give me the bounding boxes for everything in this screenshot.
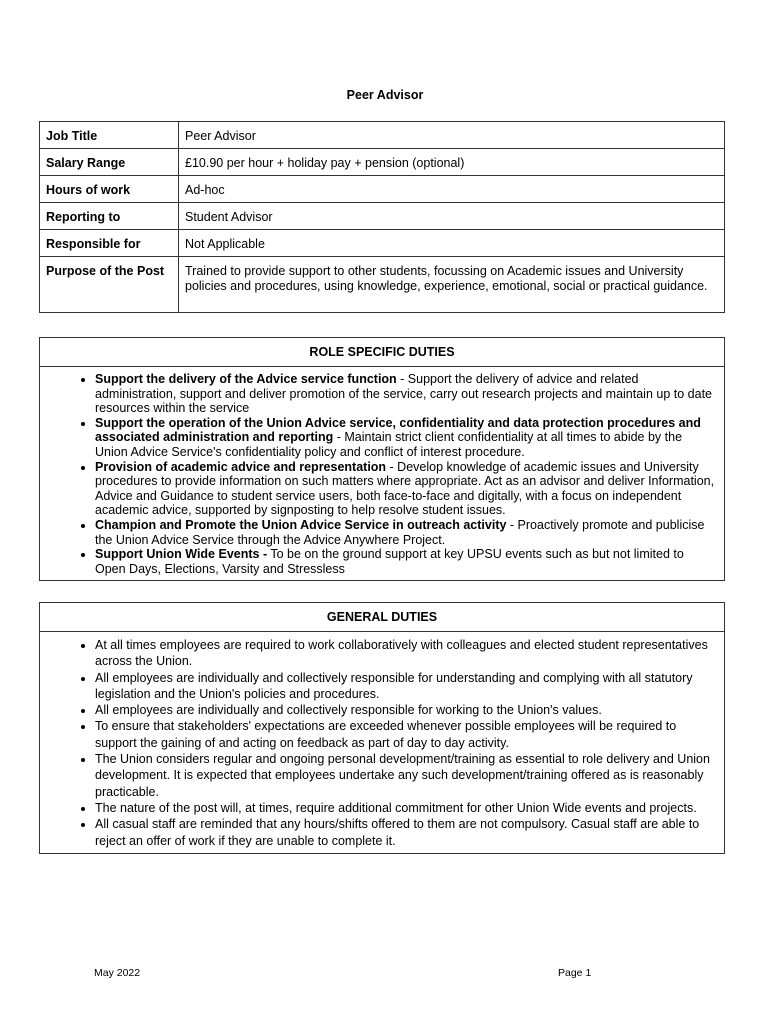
list-item: • The nature of the post will, at times, require additional commitment for other Union Wide events and projects. (95, 800, 716, 816)
duty-title: Champion and Promote the Union Advice Service in outreach activity (95, 517, 507, 532)
row-value: Ad-hoc (179, 176, 725, 203)
footer-date: May 2022 (94, 967, 141, 979)
table-row (40, 203, 725, 230)
table-row (40, 149, 725, 176)
list-item (95, 416, 716, 460)
duty-list (40, 367, 724, 580)
row-value: Not Applicable (179, 230, 725, 257)
table-row (40, 230, 725, 257)
duty-text: To be on the ground support at key UPSU events such as but not limited to Open Days, Elections, Varsity and Stressless (95, 547, 684, 576)
list-item (95, 547, 716, 576)
row-value: Student Advisor (179, 203, 725, 230)
list-item: • All employees are individually and collectively responsible for understanding and complying with all statutory legislation and the Union's policies and procedures. (95, 670, 716, 703)
footer-page-number: Page 1 (558, 967, 592, 979)
duty-title: Support the operation of the Union Advice service, confidentiality and data protection procedures and associated administration and reporting (95, 415, 701, 445)
list-item (95, 372, 716, 416)
document-title: Peer Advisor (346, 88, 424, 102)
duty-title: Provision of academic advice and representation (95, 459, 387, 474)
list-item: • The Union considers regular and ongoing personal development/training as essential to role delivery and Union development. It is expected that employees undertake any such development/training offered as is reasonably practicable. (95, 751, 716, 800)
list-item: • At all times employees are required to work collaboratively with colleagues and elected student representatives across the Union. (95, 637, 716, 670)
list-item: • All casual staff are reminded that any hours/shifts offered to them are not compulsory. Casual staff are able to reject an offer of work if they are unable to complete it. (95, 816, 716, 849)
row-label: Responsible for (40, 230, 179, 257)
row-value: £10.90 per hour + holiday pay + pension (optional) (179, 149, 725, 176)
row-label: Salary Range (40, 149, 179, 176)
table-row (40, 257, 725, 313)
row-value: Peer Advisor (179, 122, 725, 149)
role-specific-duties-box (39, 337, 725, 581)
duty-title: Support the delivery of the Advice service function (95, 372, 397, 386)
table-row (40, 176, 725, 203)
list-item (95, 460, 716, 518)
table-row (40, 122, 725, 149)
list-item: • All employees are individually and collectively responsible for working to the Union's values. (95, 702, 716, 718)
list-item: • To ensure that stakeholders' expectations are exceeded whenever possible employees will be required to support the gaining of and acting on feedback as part of day to day activity. (95, 718, 716, 751)
duty-text: - Proactively promote and publicise the Union Advice Service through the Advice Anywhere Project. (95, 517, 705, 547)
row-label: Reporting to (40, 203, 179, 230)
section-heading: ROLE SPECIFIC DUTIES (40, 338, 724, 367)
section-heading: GENERAL DUTIES (40, 603, 724, 632)
row-value: Trained to provide support to other students, focussing on Academic issues and University policies and procedures, using knowledge, experience, emotional, social or practical guidance. (179, 257, 725, 313)
job-details-table (39, 121, 725, 313)
row-label: Purpose of the Post (40, 257, 179, 313)
row-label: Hours of work (40, 176, 179, 203)
duty-text: - Maintain strict client confidentiality at all times to abide by the Union Advice Service's confidentiality policy and conflict of interest procedure. (95, 430, 683, 459)
duty-title: Support Union Wide Events - (95, 547, 268, 562)
row-label: Job Title (40, 122, 179, 149)
duty-text: - Support the delivery of advice and related administration, support and deliver promotion of the service, carry out research projects and maintain up to date resources within the service (95, 372, 712, 416)
general-duties-box (39, 602, 725, 854)
list-item (95, 518, 716, 547)
duty-list (40, 632, 724, 853)
duty-text: - Develop knowledge of academic issues and University procedures to provide information on such matters where appropriate. Act as an advisor and deliver Information, Advice and Guidance to student service users, both face-to-face and digitally, with a focus on independent academic advice, supported by signposting to help resolve student issues. (95, 459, 715, 518)
